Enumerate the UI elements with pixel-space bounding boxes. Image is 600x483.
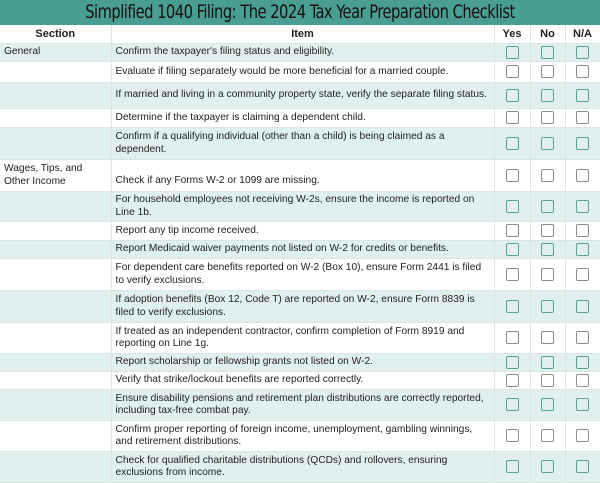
yes-cell bbox=[494, 372, 530, 390]
item-cell: Evaluate if filing separately would be more beneficial for a married couple. bbox=[111, 62, 494, 83]
na-cell bbox=[565, 222, 600, 241]
table-row bbox=[0, 323, 600, 354]
na-checkbox[interactable] bbox=[576, 65, 589, 78]
na-checkbox[interactable] bbox=[576, 243, 589, 256]
section-cell bbox=[0, 109, 111, 128]
table-row bbox=[0, 160, 600, 192]
yes-cell bbox=[494, 44, 530, 62]
item-cell: Confirm proper reporting of foreign income, unemployment, gambling winnings, and retirement distributions. bbox=[111, 421, 494, 452]
table-row bbox=[0, 192, 600, 222]
na-cell bbox=[565, 259, 600, 291]
na-checkbox[interactable] bbox=[576, 331, 589, 344]
no-cell bbox=[530, 291, 565, 323]
yes-checkbox[interactable] bbox=[506, 224, 519, 237]
item-cell: If married and living in a community property state, verify the separate filing status. bbox=[111, 83, 494, 109]
yes-checkbox[interactable] bbox=[506, 429, 519, 442]
table-row bbox=[0, 291, 600, 323]
na-checkbox[interactable] bbox=[576, 268, 589, 281]
na-cell bbox=[565, 44, 600, 62]
yes-checkbox[interactable] bbox=[506, 169, 519, 182]
item-cell: Determine if the taxpayer is claiming a dependent child. bbox=[111, 109, 494, 128]
section-cell bbox=[0, 83, 111, 109]
na-cell bbox=[565, 128, 600, 160]
na-checkbox[interactable] bbox=[576, 169, 589, 182]
item-cell: For household employees not receiving W-2s, ensure the income is reported on Line 1b. bbox=[111, 192, 494, 222]
no-cell bbox=[530, 372, 565, 390]
table-row bbox=[0, 354, 600, 372]
na-checkbox[interactable] bbox=[576, 460, 589, 473]
item-cell: If adoption benefits (Box 12, Code T) are reported on W-2, ensure Form 8839 is filed to verify exclusions. bbox=[111, 291, 494, 323]
na-cell bbox=[565, 192, 600, 222]
yes-cell bbox=[494, 160, 530, 192]
yes-cell bbox=[494, 62, 530, 83]
title-bar bbox=[0, 0, 600, 25]
yes-checkbox[interactable] bbox=[506, 398, 519, 411]
item-cell: Ensure disability pensions and retirement plan distributions are correctly reported, including tax-free combat pay. bbox=[111, 390, 494, 421]
yes-checkbox[interactable] bbox=[506, 268, 519, 281]
section-cell bbox=[0, 372, 111, 390]
yes-checkbox[interactable] bbox=[506, 137, 519, 150]
header-section: Section bbox=[0, 25, 111, 44]
no-cell bbox=[530, 44, 565, 62]
na-checkbox[interactable] bbox=[576, 356, 589, 369]
section-cell bbox=[0, 128, 111, 160]
section-cell bbox=[0, 354, 111, 372]
yes-checkbox[interactable] bbox=[506, 65, 519, 78]
yes-cell bbox=[494, 421, 530, 452]
yes-cell bbox=[494, 323, 530, 354]
table-row bbox=[0, 372, 600, 390]
item-cell: Report any tip income received. bbox=[111, 222, 494, 241]
na-cell bbox=[565, 109, 600, 128]
no-checkbox[interactable] bbox=[541, 111, 554, 124]
na-cell bbox=[565, 390, 600, 421]
yes-checkbox[interactable] bbox=[506, 356, 519, 369]
section-cell bbox=[0, 222, 111, 241]
checklist-table bbox=[0, 25, 600, 483]
yes-checkbox[interactable] bbox=[506, 111, 519, 124]
section-cell bbox=[0, 291, 111, 323]
table-row bbox=[0, 390, 600, 421]
no-cell bbox=[530, 390, 565, 421]
yes-cell bbox=[494, 83, 530, 109]
na-checkbox[interactable] bbox=[576, 429, 589, 442]
yes-checkbox[interactable] bbox=[506, 46, 519, 59]
table-row bbox=[0, 44, 600, 62]
no-cell bbox=[530, 222, 565, 241]
item-cell: Check for qualified charitable distributions (QCDs) and rollovers, ensuring exclusions from income. bbox=[111, 452, 494, 483]
no-cell bbox=[530, 160, 565, 192]
no-checkbox[interactable] bbox=[541, 356, 554, 369]
header-na: N/A bbox=[565, 25, 600, 44]
no-cell bbox=[530, 421, 565, 452]
yes-cell bbox=[494, 128, 530, 160]
no-checkbox[interactable] bbox=[541, 398, 554, 411]
item-cell: For dependent care benefits reported on W-2 (Box 10), ensure Form 2441 is filed to verify exclusions. bbox=[111, 259, 494, 291]
section-cell bbox=[0, 323, 111, 354]
no-checkbox[interactable] bbox=[541, 65, 554, 78]
section-cell: Wages, Tips, and Other Income bbox=[0, 160, 111, 192]
na-cell bbox=[565, 160, 600, 192]
table-row bbox=[0, 109, 600, 128]
no-cell bbox=[530, 192, 565, 222]
table-row bbox=[0, 128, 600, 160]
na-checkbox[interactable] bbox=[576, 398, 589, 411]
no-cell bbox=[530, 354, 565, 372]
yes-checkbox[interactable] bbox=[506, 300, 519, 313]
na-cell bbox=[565, 291, 600, 323]
table-row bbox=[0, 452, 600, 483]
no-cell bbox=[530, 259, 565, 291]
na-checkbox[interactable] bbox=[576, 224, 589, 237]
item-cell: Report scholarship or fellowship grants not listed on W-2. bbox=[111, 354, 494, 372]
na-cell bbox=[565, 421, 600, 452]
no-cell bbox=[530, 62, 565, 83]
na-cell bbox=[565, 62, 600, 83]
yes-cell bbox=[494, 354, 530, 372]
yes-cell bbox=[494, 259, 530, 291]
na-checkbox[interactable] bbox=[576, 300, 589, 313]
section-cell bbox=[0, 390, 111, 421]
yes-cell bbox=[494, 109, 530, 128]
table-row bbox=[0, 241, 600, 259]
na-cell bbox=[565, 83, 600, 109]
page-title: Simplified 1040 Filing: The 2024 Tax Year Preparation Checklist bbox=[42, 0, 558, 25]
no-cell bbox=[530, 241, 565, 259]
item-cell: Report Medicaid waiver payments not listed on W-2 for credits or benefits. bbox=[111, 241, 494, 259]
no-checkbox[interactable] bbox=[541, 169, 554, 182]
yes-cell bbox=[494, 452, 530, 483]
na-cell bbox=[565, 354, 600, 372]
yes-checkbox[interactable] bbox=[506, 89, 519, 102]
item-cell: Confirm the taxpayer's filing status and eligibility. bbox=[111, 44, 494, 62]
yes-checkbox[interactable] bbox=[506, 243, 519, 256]
header-no: No bbox=[530, 25, 565, 44]
yes-checkbox[interactable] bbox=[506, 460, 519, 473]
item-cell: Check if any Forms W-2 or 1099 are missing. bbox=[111, 160, 494, 192]
section-cell bbox=[0, 259, 111, 291]
yes-cell bbox=[494, 291, 530, 323]
no-checkbox[interactable] bbox=[541, 89, 554, 102]
yes-checkbox[interactable] bbox=[506, 374, 519, 387]
table-row bbox=[0, 259, 600, 291]
item-cell: If treated as an independent contractor, confirm completion of Form 8919 and reporting on Line 1g. bbox=[111, 323, 494, 354]
item-cell: Confirm if a qualifying individual (other than a child) is being claimed as a dependent. bbox=[111, 128, 494, 160]
section-cell bbox=[0, 421, 111, 452]
section-cell bbox=[0, 62, 111, 83]
no-cell bbox=[530, 128, 565, 160]
na-checkbox[interactable] bbox=[576, 200, 589, 213]
yes-checkbox[interactable] bbox=[506, 200, 519, 213]
no-checkbox[interactable] bbox=[541, 300, 554, 313]
yes-cell bbox=[494, 390, 530, 421]
no-checkbox[interactable] bbox=[541, 331, 554, 344]
table-row bbox=[0, 83, 600, 109]
no-checkbox[interactable] bbox=[541, 200, 554, 213]
table-row bbox=[0, 421, 600, 452]
section-cell bbox=[0, 452, 111, 483]
header-item: Item bbox=[111, 25, 494, 44]
na-cell bbox=[565, 372, 600, 390]
no-cell bbox=[530, 452, 565, 483]
no-checkbox[interactable] bbox=[541, 460, 554, 473]
yes-checkbox[interactable] bbox=[506, 331, 519, 344]
no-cell bbox=[530, 323, 565, 354]
no-checkbox[interactable] bbox=[541, 137, 554, 150]
na-cell bbox=[565, 452, 600, 483]
table-row bbox=[0, 62, 600, 83]
na-checkbox[interactable] bbox=[576, 374, 589, 387]
section-cell bbox=[0, 192, 111, 222]
no-checkbox[interactable] bbox=[541, 374, 554, 387]
section-cell bbox=[0, 241, 111, 259]
section-cell: General bbox=[0, 44, 111, 62]
item-cell: Verify that strike/lockout benefits are reported correctly. bbox=[111, 372, 494, 390]
table-row bbox=[0, 222, 600, 241]
na-checkbox[interactable] bbox=[576, 111, 589, 124]
no-checkbox[interactable] bbox=[541, 46, 554, 59]
no-checkbox[interactable] bbox=[541, 429, 554, 442]
header-row bbox=[0, 25, 600, 44]
na-cell bbox=[565, 323, 600, 354]
na-checkbox[interactable] bbox=[576, 137, 589, 150]
no-checkbox[interactable] bbox=[541, 224, 554, 237]
no-checkbox[interactable] bbox=[541, 243, 554, 256]
no-cell bbox=[530, 83, 565, 109]
no-checkbox[interactable] bbox=[541, 268, 554, 281]
yes-cell bbox=[494, 241, 530, 259]
yes-cell bbox=[494, 192, 530, 222]
na-cell bbox=[565, 241, 600, 259]
no-cell bbox=[530, 109, 565, 128]
na-checkbox[interactable] bbox=[576, 46, 589, 59]
header-yes: Yes bbox=[494, 25, 530, 44]
yes-cell bbox=[494, 222, 530, 241]
na-checkbox[interactable] bbox=[576, 89, 589, 102]
